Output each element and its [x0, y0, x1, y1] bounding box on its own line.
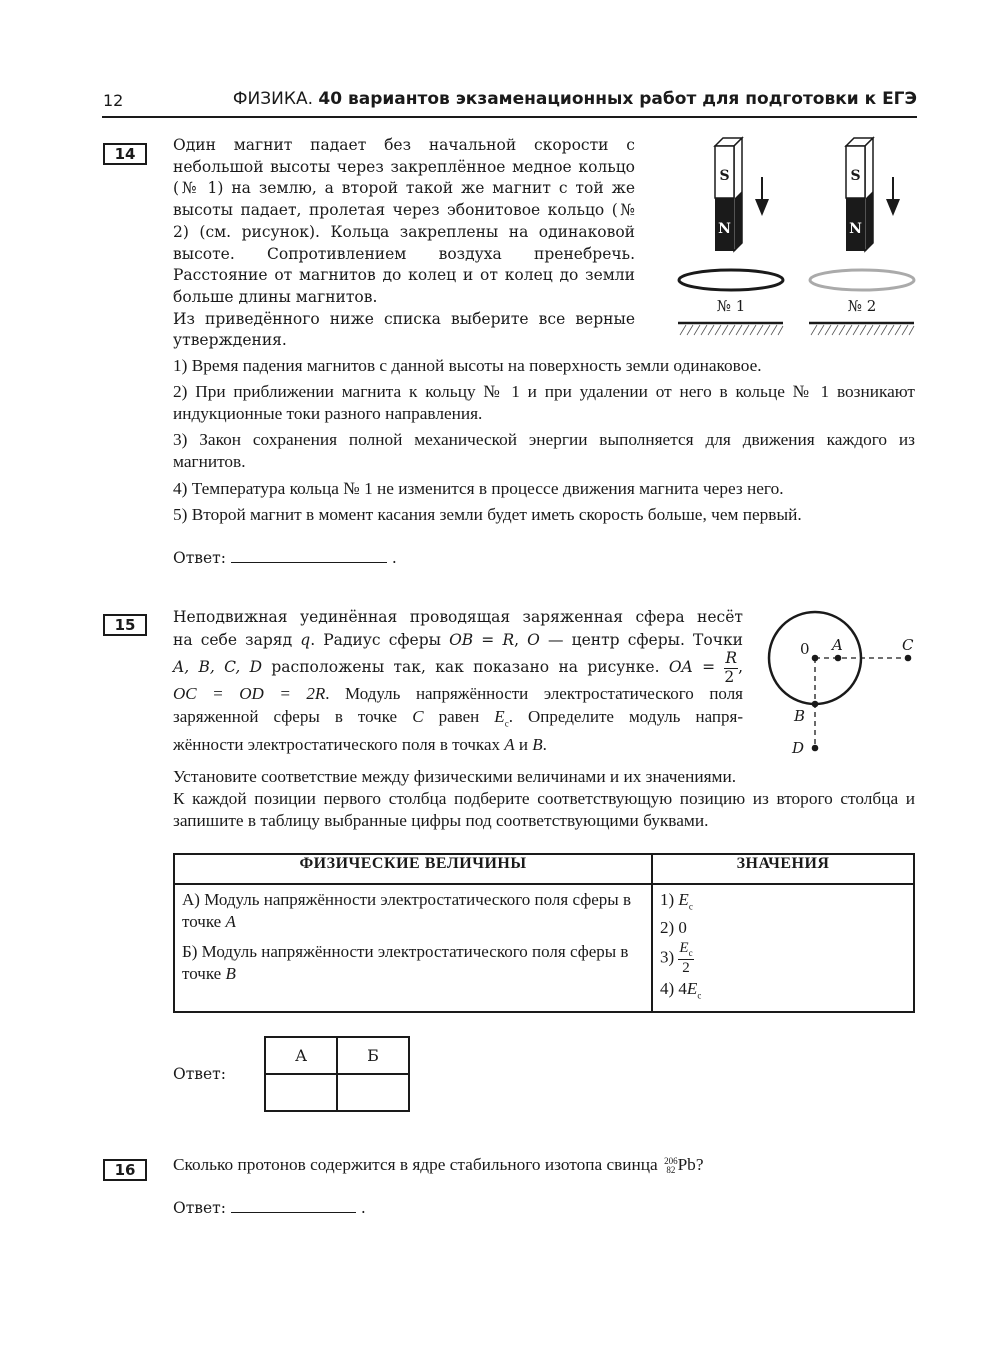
answer-label: Ответ: [173, 1199, 226, 1217]
q14-option-2: 2) При приближении магнита к кольцу № 1 и при удалении от него в кольце № 1 возникают индукционные токи разного направления. [173, 382, 915, 423]
magnets-rings-figure [665, 135, 925, 340]
q14-option-4: 4) Температура кольца № 1 не изменится в процессе движения магнита через него. [173, 479, 784, 498]
magnet-1 [715, 138, 742, 251]
page-number: 12 [103, 91, 124, 110]
value-2: 2) 0 [660, 918, 687, 938]
svg-text:D: D [792, 739, 805, 757]
q14-option-5: 5) Второй магнит в момент касания земли будет иметь скорость больше, чем первый. [173, 505, 802, 524]
q16-question: Сколько протонов содержится в ядре стабильного изотопа свинца 206 82 Pb? [173, 1155, 704, 1176]
quantities-cell [174, 884, 652, 1012]
isotope-numbers: 206 82 [664, 1156, 678, 1176]
value-4: 4) $4E_с$ [660, 979, 702, 1001]
question-number-15: 15 [103, 614, 147, 636]
matching-table [173, 853, 915, 1013]
copper-ring [679, 270, 783, 290]
svg-text:№ 2: № 2 [847, 297, 877, 315]
ground-2 [809, 323, 914, 335]
q15-text: Неподвижная уединённая проводящая заряженная сфера несёт на себе заряд q. Радиус сферы OB = R, O — центр сферы. Точки A, B, C, D расположены так, как показано на рисунке. OA = $\frac{R}{2}$ , OC = OD = 2R. Модуль напряжённости электростатического поля заряженной сферы в точке C равен $E_с$. Определите модуль напря- жённости электростатического поля в точках A и B. [173, 608, 743, 755]
q14-text [173, 135, 635, 352]
q15-answer-table [264, 1036, 410, 1112]
q14-paragraph-1: Один магнит падает без начальной скорости с небольшой высоты через закреплённое медное кольцо (№ 1) на землю, а второй такой же магнит с той же высоты падает, пролетая через эбонитовое кольцо (№ 2) (см. рисунок). Кольца закреплены на одинаковой высоте. Сопротивлением воздуха пренебречь. Расстояние от магнитов до колец и от колец до земли больше длины магнитов. [173, 136, 635, 306]
point-O [812, 655, 819, 662]
sphere-figure [760, 605, 925, 760]
point-D [812, 745, 819, 752]
header-subject: ФИЗИКА. [232, 89, 313, 109]
value-3: 3) $\frac{E_c}{2}$ [660, 940, 693, 977]
point-B [812, 701, 819, 708]
point-C [905, 655, 912, 662]
ground-1 [678, 323, 783, 335]
value-1: 1) $E_с$ [660, 890, 693, 912]
question-number-16: 16 [103, 1159, 147, 1181]
q14-answer-field[interactable] [231, 548, 387, 563]
point-A [835, 655, 842, 662]
q16-answer-field[interactable] [231, 1198, 356, 1213]
running-header-title [233, 89, 917, 109]
svg-text:S: S [850, 168, 861, 184]
svg-text:№ 1: № 1 [716, 297, 746, 315]
q14-answer: Ответ: . [173, 549, 397, 567]
answer-cell-B[interactable] [337, 1074, 409, 1111]
quantity-B: Б) Модуль напряжённости электростатического поля сферы в точке B [182, 942, 629, 983]
arrow-down-icon-1 [755, 177, 769, 216]
svg-text:0: 0 [800, 640, 810, 658]
svg-text:B: B [794, 707, 806, 725]
q15-answer-label: Ответ: [173, 1065, 226, 1083]
q15-instruction-2: К каждой позиции первого столбца подберите соответствующую позицию из второго столбца и запишите в таблицу выбранные цифры под соответствующими буквами. [173, 789, 915, 830]
header-book-title: 40 вариантов экзаменационных работ для подготовки к ЕГЭ [318, 89, 917, 109]
answer-label: Ответ: [173, 549, 226, 567]
col-header-quantities: ФИЗИЧЕСКИЕ ВЕЛИЧИНЫ [174, 854, 652, 884]
q15-instruction-1: Установите соответствие между физическими величинами и их значениями. [173, 767, 737, 786]
q16-answer: Ответ: . [173, 1199, 366, 1217]
q14-paragraph-2: Из приведённого ниже списка выберите все верные утверждения. [173, 309, 635, 350]
answer-cell-A[interactable] [265, 1074, 337, 1111]
svg-text:A: A [832, 636, 843, 654]
values-cell [652, 884, 914, 1012]
ebonite-ring [810, 270, 914, 290]
q14-option-1: 1) Время падения магнитов с данной высоты на поверхность земли одинаковое. [173, 356, 762, 375]
svg-text:N: N [849, 221, 862, 237]
col-header-values: ЗНАЧЕНИЯ [652, 854, 914, 884]
svg-text:S: S [719, 168, 730, 184]
fraction-R-over-2: $\frac{R}{2}$ [724, 649, 738, 686]
header-rule [102, 116, 917, 118]
q14-option-3: 3) Закон сохранения полной механической энергии выполняется для движения каждого из магнитов. [173, 430, 915, 471]
quantity-A: А) Модуль напряжённости электростатического поля сферы в точке A [182, 890, 631, 931]
answer-col-B: Б [337, 1037, 409, 1074]
answer-col-A: А [265, 1037, 337, 1074]
magnet-2 [846, 138, 873, 251]
arrow-down-icon-2 [886, 177, 900, 216]
question-number-14: 14 [103, 143, 147, 165]
svg-text:N: N [718, 221, 731, 237]
svg-text:C: C [902, 636, 914, 654]
